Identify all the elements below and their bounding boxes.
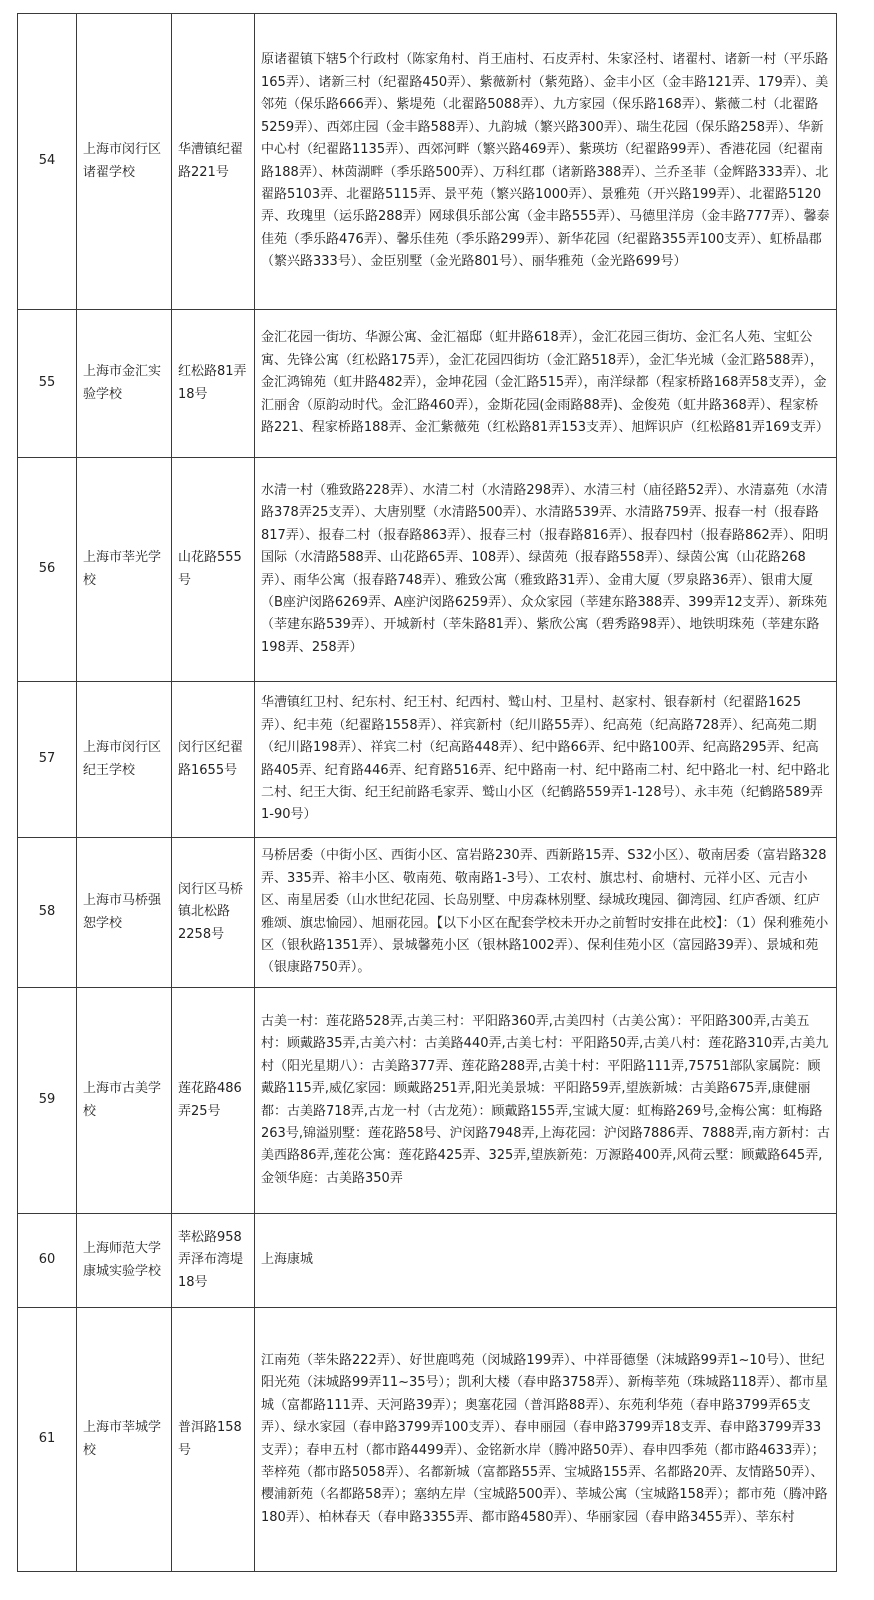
school-name: 上海市马桥强恕学校 (77, 838, 172, 988)
table-row (18, 838, 837, 988)
table-row (18, 988, 837, 1214)
row-number: 60 (18, 1214, 77, 1308)
enrollment-area: 原诸翟镇下辖5个行政村（陈家角村、肖王庙村、石皮弄村、朱家泾村、诸翟村、诸新一村（平乐路165弄）、诸新三村（纪翟路450弄）、紫薇新村（紫苑路）、金丰小区（金丰路121弄、179弄）、美邻苑（保乐路666弄）、紫堤苑（北翟路5088弄）、九方家园（保乐路168弄）、紫薇二村（北翟路5259弄）、西郊庄园（金丰路588弄）、九韵城（繁兴路300弄）、瑞生花园（保乐路258弄）、华新中心村（纪翟路1135弄）、西郊河畔（繁兴路469弄）、紫瑛坊（纪翟路99弄）、香港花园（纪翟南路188弄）、林茵湖畔（季乐路500弄）、万科红郡（诸新路388弄）、兰乔圣菲（金辉路333弄）、北翟路5103弄、北翟路5115弄、景平苑（繁兴路1000弄）、景雅苑（开兴路199弄）、北翟路5120弄、玫瑰里（运乐路288弄）网球俱乐部公寓（金丰路555弄）、马德里洋房（金丰路777弄）、馨泰佳苑（季乐路476弄）、馨乐佳苑（季乐路299弄）、新华花园（纪翟路355弄100支弄）、虹桥晶郡（繁兴路333号）、金臣别墅（金光路801号）、丽华雅苑（金光路699号） (255, 14, 837, 310)
enrollment-area: 金汇花园一街坊、华源公寓、金汇福邸（虹井路618弄），金汇花园三街坊、金汇名人苑、宝虹公寓、先锋公寓（红松路175弄），金汇花园四街坊（金汇路518弄），金汇华光城（金汇路588弄），金汇鸿锦苑（虹井路482弄），金坤花园（金汇路515弄），南洋绿都（程家桥路168弄58支弄），金汇丽舍（原韵动时代。金汇路460弄），金斯花园(金雨路88弄)、金俊苑（虹井路368弄）、程家桥路221、程家桥路188弄、金汇紫薇苑（红松路81弄153支弄）、旭辉识庐（红松路81弄169支弄） (255, 310, 837, 458)
table-row (18, 458, 837, 682)
school-name: 上海市闵行区纪王学校 (77, 682, 172, 838)
row-number: 59 (18, 988, 77, 1214)
school-name: 上海师范大学康城实验学校 (77, 1214, 172, 1308)
school-name: 上海市莘城学校 (77, 1308, 172, 1572)
row-number: 54 (18, 14, 77, 310)
school-address: 莲花路486弄25号 (172, 988, 255, 1214)
enrollment-area: 水清一村（雅致路228弄）、水清二村（水清路298弄）、水清三村（庙径路52弄）、水清嘉苑（水清路378弄25支弄）、大唐别墅（水清路500弄）、水清路539弄、水清路759弄、报春一村（报春路817弄）、报春二村（报春路863弄）、报春三村（报春路816弄）、报春四村（报春路862弄）、阳明国际（水清路588弄、山花路65弄、108弄）、绿茵苑（报春路558弄）、绿茵公寓（山花路268弄）、雨华公寓（报春路748弄）、雅致公寓（雅致路31弄）、金甫大厦（罗泉路36弄）、银甫大厦（B座沪闵路6269弄、A座沪闵路6259弄）、众众家园（莘建东路388弄、399弄12支弄）、新珠苑（莘建东路539弄）、开城新村（莘朱路81弄）、紫欣公寓（碧秀路98弄）、地铁明珠苑（莘建东路198弄、258弄） (255, 458, 837, 682)
table-row (18, 14, 837, 310)
school-address: 山花路555号 (172, 458, 255, 682)
row-number: 61 (18, 1308, 77, 1572)
enrollment-area: 江南苑（莘朱路222弄）、好世鹿鸣苑（闵城路199弄）、中祥哥德堡（沫城路99弄1~10号）、世纪阳光苑（沫城路99弄11~35号）；凯利大楼（春申路3758弄）、新梅莘苑（珠城路118弄）、都市星城（富都路111弄、天河路39弄）；奥塞花园（普洱路88弄）、东苑利华苑（春申路3799弄65支弄）、绿水家园（春申路3799弄100支弄）、春申丽园（春申路3799弄18支弄、春申路3799弄33支弄）；春申五村（都市路4499弄）、金铭新水岸（腾冲路50弄）、春申四季苑（都市路4633弄）；莘梓苑（都市路5058弄）、名都新城（富都路55弄、宝城路155弄、名都路20弄、友情路50弄）、樱浦新苑（名都路58弄）；塞纳左岸（宝城路500弄）、莘城公寓（宝城路158弄）；都市苑（腾冲路180弄）、柏林春天（春申路3355弄、都市路4580弄）、华丽家园（春申路3455弄）、莘东村 (255, 1308, 837, 1572)
school-address: 闵行区马桥镇北松路2258号 (172, 838, 255, 988)
school-address: 闵行区纪翟路1655号 (172, 682, 255, 838)
table-row (18, 310, 837, 458)
row-number: 55 (18, 310, 77, 458)
enrollment-area: 华漕镇红卫村、纪东村、纪王村、纪西村、鹫山村、卫星村、赵家村、银春新村（纪翟路1625弄）、纪丰苑（纪翟路1558弄）、祥宾新村（纪川路55弄）、纪高苑（纪高路728弄）、纪高苑二期（纪川路198弄）、祥宾二村（纪高路448弄）、纪中路66弄、纪中路100弄、纪高路295弄、纪高路405弄、纪育路446弄、纪育路516弄、纪中路南一村、纪中路南二村、纪中路北一村、纪中路北二村、纪王大街、纪王纪前路毛家弄、鹫山小区（纪鹤路559弄1-128号）、永丰苑（纪鹤路589弄1-90号） (255, 682, 837, 838)
school-name: 上海市古美学校 (77, 988, 172, 1214)
table-row (18, 682, 837, 838)
table-row (18, 1214, 837, 1308)
enrollment-area: 马桥居委（中街小区、西街小区、富岩路230弄、西新路15弄、S32小区）、敬南居委（富岩路328弄、335弄、裕丰小区、敬南苑、敬南路1-3号）、工农村、旗忠村、俞塘村、元祥小区、元吉小区、南星居委（山水世纪花园、长岛别墅、中房森林别墅、绿城玫瑰园、御湾园、红庐香颂、红庐雅颂、旗忠愉园）、旭丽花园。【以下小区在配套学校未开办之前暂时安排在此校】：（1）保利雅苑小区（银秋路1351弄）、景城馨苑小区（银林路1002弄）、保利佳苑小区（富园路39弄）、景城和苑（银康路750弄）。 (255, 838, 837, 988)
school-district-table (17, 13, 837, 1572)
school-name: 上海市金汇实验学校 (77, 310, 172, 458)
enrollment-area: 上海康城 (255, 1214, 837, 1308)
school-address: 华漕镇纪翟路221号 (172, 14, 255, 310)
row-number: 58 (18, 838, 77, 988)
row-number: 56 (18, 458, 77, 682)
school-address: 莘松路958弄泽布湾堤18号 (172, 1214, 255, 1308)
school-name: 上海市闵行区诸翟学校 (77, 14, 172, 310)
school-address: 普洱路158号 (172, 1308, 255, 1572)
table-row (18, 1308, 837, 1572)
school-address: 红松路81弄18号 (172, 310, 255, 458)
enrollment-area: 古美一村：莲花路528弄,古美三村：平阳路360弄,古美四村（古美公寓）：平阳路300弄,古美五村：顾戴路35弄,古美六村：古美路440弄,古美七村：平阳路50弄,古美八村：莲花路310弄,古美九村（阳光星期八）：古美路377弄、莲花路288弄,古美十村：平阳路111弄,75751部队家属院：顾戴路115弄,威亿家园：顾戴路251弄,阳光美景城：平阳路59弄,望族新城：古美路675弄,康健丽都：古美路718弄,古龙一村（古龙苑）：顾戴路155弄,宝诚大厦：虹梅路269号,金梅公寓：虹梅路263号,锦溢别墅：莲花路58号、沪闵路7948弄,上海花园：沪闵路7886弄、7888弄,南方新村：古美西路86弄,莲花公寓：莲花路425弄、325弄,望族新苑：万源路400弄,风荷云墅：顾戴路645弄,金领华庭：古美路350弄 (255, 988, 837, 1214)
row-number: 57 (18, 682, 77, 838)
school-name: 上海市莘光学校 (77, 458, 172, 682)
